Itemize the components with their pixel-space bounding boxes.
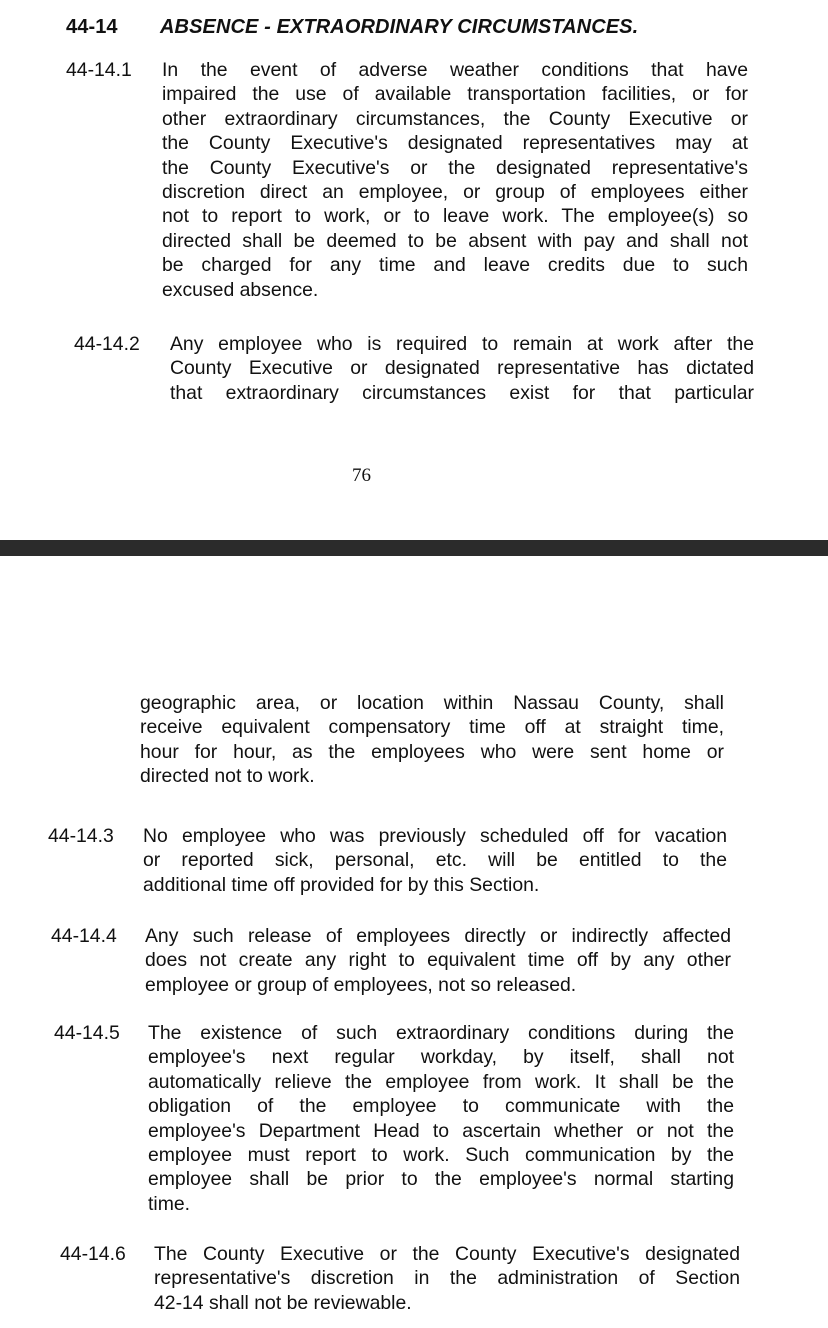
- clause-line: In the event of adverse weather conditions that have: [162, 59, 748, 81]
- clause-line: the County Executive's or the designated representative's: [162, 156, 748, 179]
- clause-line: 42-14 shall not be reviewable.: [154, 1291, 412, 1314]
- clause-line: discretion direct an employee, or group of employees either: [162, 181, 748, 204]
- clause-line: does not create any right to equivalent time off by any other: [145, 949, 731, 972]
- clause-line: employee's next regular workday, by itself, shall not: [148, 1046, 734, 1069]
- clause-line: not to report to work, or to leave work. The employee(s) so: [162, 205, 748, 228]
- section-title: ABSENCE - EXTRAORDINARY CIRCUMSTANCES.: [160, 16, 639, 38]
- clause-text: [140, 691, 724, 789]
- clause-line: employee's Department Head to ascertain whether or not the: [148, 1119, 734, 1142]
- clause-line: hour for hour, as the employees who were sent home or: [140, 740, 724, 763]
- clause-number: 44-14.1: [66, 59, 132, 81]
- clause-line: other extraordinary circumstances, the County Executive or: [162, 107, 748, 130]
- clause-line: employee shall be prior to the employee's normal starting: [148, 1168, 734, 1191]
- clause-text: [148, 1021, 734, 1216]
- clause-line: representative's discretion in the administration of Section: [154, 1267, 740, 1290]
- clause-line: the County Executive's designated representatives may at: [162, 132, 748, 155]
- clause-line: employee must report to work. Such communication by the: [148, 1144, 734, 1167]
- clause-line: time.: [148, 1192, 191, 1215]
- clause-number: 44-14.4: [51, 925, 117, 947]
- clause-line: directed not to work.: [140, 765, 315, 788]
- clause-line: obligation of the employee to communicate with the: [148, 1095, 734, 1118]
- clause-line: or reported sick, personal, etc. will be entitled to the: [143, 849, 727, 872]
- clause-line: additional time off provided for by this Section.: [143, 873, 540, 896]
- document-page-77: [0, 556, 828, 1328]
- clause-number: 44-14.3: [48, 825, 114, 847]
- clause-line: excused absence.: [162, 278, 319, 301]
- clause-number: 44-14.6: [60, 1243, 126, 1265]
- clause-line: receive equivalent compensatory time off at straight time,: [140, 716, 724, 739]
- clause-text: [143, 824, 727, 897]
- clause-line: The County Executive or the County Executive's designated: [154, 1243, 740, 1265]
- clause-line: employee or group of employees, not so released.: [145, 973, 577, 996]
- section-number: 44-14: [66, 16, 118, 38]
- section-heading: [66, 16, 638, 39]
- clause-text: [145, 924, 731, 997]
- clause-line: be charged for any time and leave credits due to such: [162, 254, 748, 277]
- clause-line: County Executive or designated representative has dictated: [170, 357, 754, 380]
- clause-line: The existence of such extraordinary conditions during the: [148, 1022, 734, 1044]
- clause-text: [162, 58, 748, 302]
- clause-line: impaired the use of available transportation facilities, or for: [162, 83, 748, 106]
- clause-text: [170, 332, 754, 405]
- page-number: 76: [352, 465, 371, 486]
- document-page-76: [0, 0, 828, 540]
- clause-line: No employee who was previously scheduled off for vacation: [143, 825, 727, 847]
- clause-number: 44-14.5: [54, 1022, 120, 1044]
- clause-line: directed shall be deemed to be absent with pay and shall not: [162, 229, 748, 252]
- clause-line: geographic area, or location within Nassau County, shall: [140, 692, 724, 714]
- clause-line: Any such release of employees directly or indirectly affected: [145, 925, 731, 947]
- page-divider: [0, 540, 828, 556]
- clause-line: Any employee who is required to remain at work after the: [170, 333, 754, 355]
- clause-line: automatically relieve the employee from work. It shall be the: [148, 1070, 734, 1093]
- clause-text: [154, 1242, 740, 1315]
- clause-number: 44-14.2: [74, 333, 140, 355]
- clause-line: that extraordinary circumstances exist for that particular: [170, 381, 754, 404]
